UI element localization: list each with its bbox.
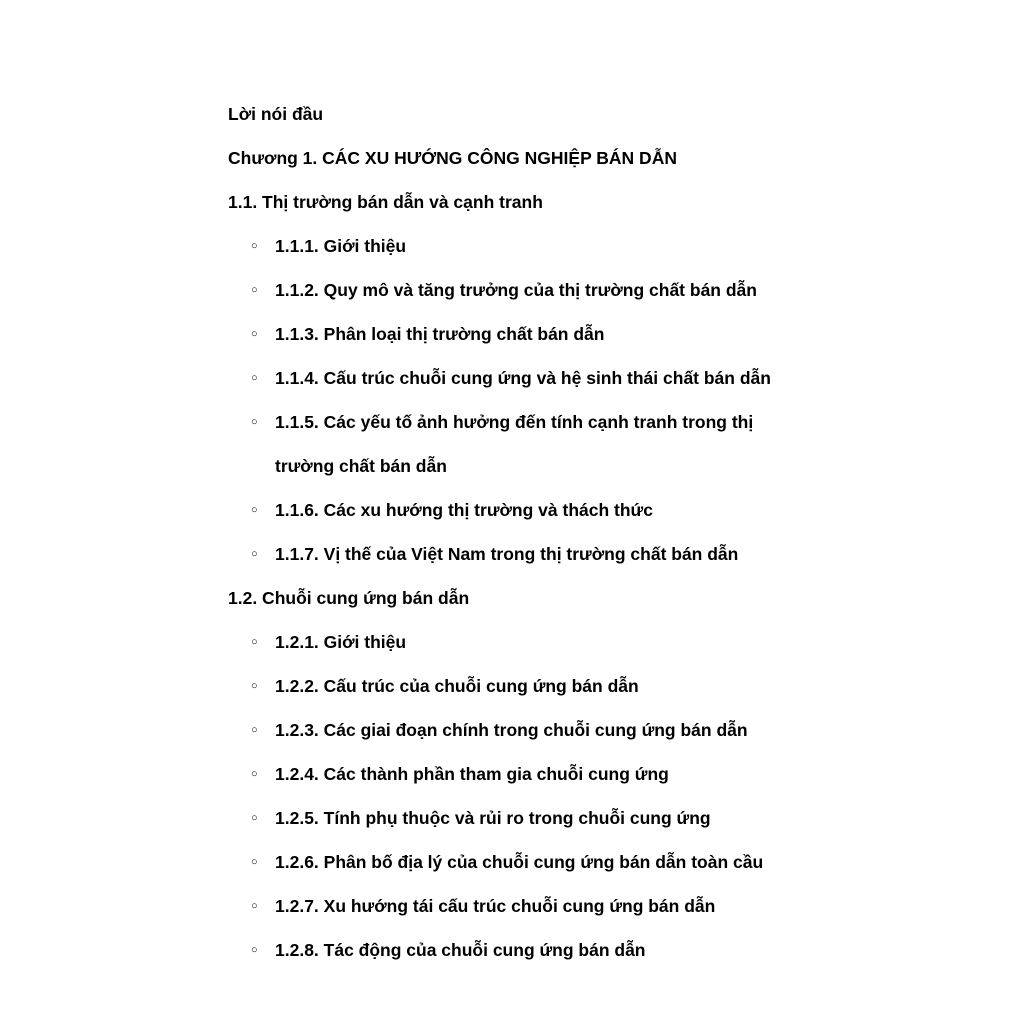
bullet-icon: ○ [251, 768, 258, 780]
bullet-icon: ○ [251, 504, 258, 516]
toc-item-1-2-8: ○ 1.2.8. Tác động của chuỗi cung ứng bán dẫn [228, 928, 868, 972]
toc-item-1-1-4: ○ 1.1.4. Cấu trúc chuỗi cung ứng và hệ sinh thái chất bán dẫn [228, 356, 868, 400]
bullet-icon: ○ [251, 812, 258, 824]
bullet-icon: ○ [251, 680, 258, 692]
table-of-contents [228, 92, 868, 972]
bullet-icon: ○ [251, 284, 258, 296]
bullet-icon: ○ [251, 856, 258, 868]
toc-item-1-2-6: ○ 1.2.6. Phân bố địa lý của chuỗi cung ứng bán dẫn toàn cầu [228, 840, 868, 884]
bullet-icon: ○ [251, 240, 258, 252]
bullet-icon: ○ [251, 900, 258, 912]
bullet-icon: ○ [251, 328, 258, 340]
toc-preface: Lời nói đầu [228, 104, 324, 124]
toc-item-1-2-2: ○ 1.2.2. Cấu trúc của chuỗi cung ứng bán dẫn [228, 664, 868, 708]
bullet-icon: ○ [251, 944, 258, 956]
bullet-icon: ○ [251, 548, 258, 560]
toc-item-1-1-5: ○ 1.1.5. Các yếu tố ảnh hưởng đến tính cạnh tranh trong thị trường chất bán dẫn [228, 400, 868, 488]
toc-item-1-2-7: ○ 1.2.7. Xu hướng tái cấu trúc chuỗi cung ứng bán dẫn [228, 884, 868, 928]
toc-item-1-1-2: ○ 1.1.2. Quy mô và tăng trưởng của thị trường chất bán dẫn [228, 268, 868, 312]
bullet-icon: ○ [251, 636, 258, 648]
bullet-icon: ○ [251, 724, 258, 736]
toc-item-1-1-7: ○ 1.1.7. Vị thế của Việt Nam trong thị trường chất bán dẫn [228, 532, 868, 576]
bullet-icon: ○ [251, 416, 258, 428]
toc-item-1-1-1: ○ 1.1.1. Giới thiệu [228, 224, 868, 268]
toc-section-1-2: 1.2. Chuỗi cung ứng bán dẫn [228, 588, 470, 608]
toc-item-1-2-1: ○ 1.2.1. Giới thiệu [228, 620, 868, 664]
toc-chapter-1: Chương 1. CÁC XU HƯỚNG CÔNG NGHIỆP BÁN DẪN [228, 148, 677, 168]
toc-item-1-2-5: ○ 1.2.5. Tính phụ thuộc và rủi ro trong chuỗi cung ứng [228, 796, 868, 840]
bullet-icon: ○ [251, 372, 258, 384]
toc-item-1-1-3: ○ 1.1.3. Phân loại thị trường chất bán dẫn [228, 312, 868, 356]
toc-item-1-2-4: ○ 1.2.4. Các thành phần tham gia chuỗi cung ứng [228, 752, 868, 796]
toc-item-1-2-3: ○ 1.2.3. Các giai đoạn chính trong chuỗi cung ứng bán dẫn [228, 708, 868, 752]
toc-section-1-1: 1.1. Thị trường bán dẫn và cạnh tranh [228, 192, 543, 212]
toc-item-1-1-6: ○ 1.1.6. Các xu hướng thị trường và thách thức [228, 488, 868, 532]
